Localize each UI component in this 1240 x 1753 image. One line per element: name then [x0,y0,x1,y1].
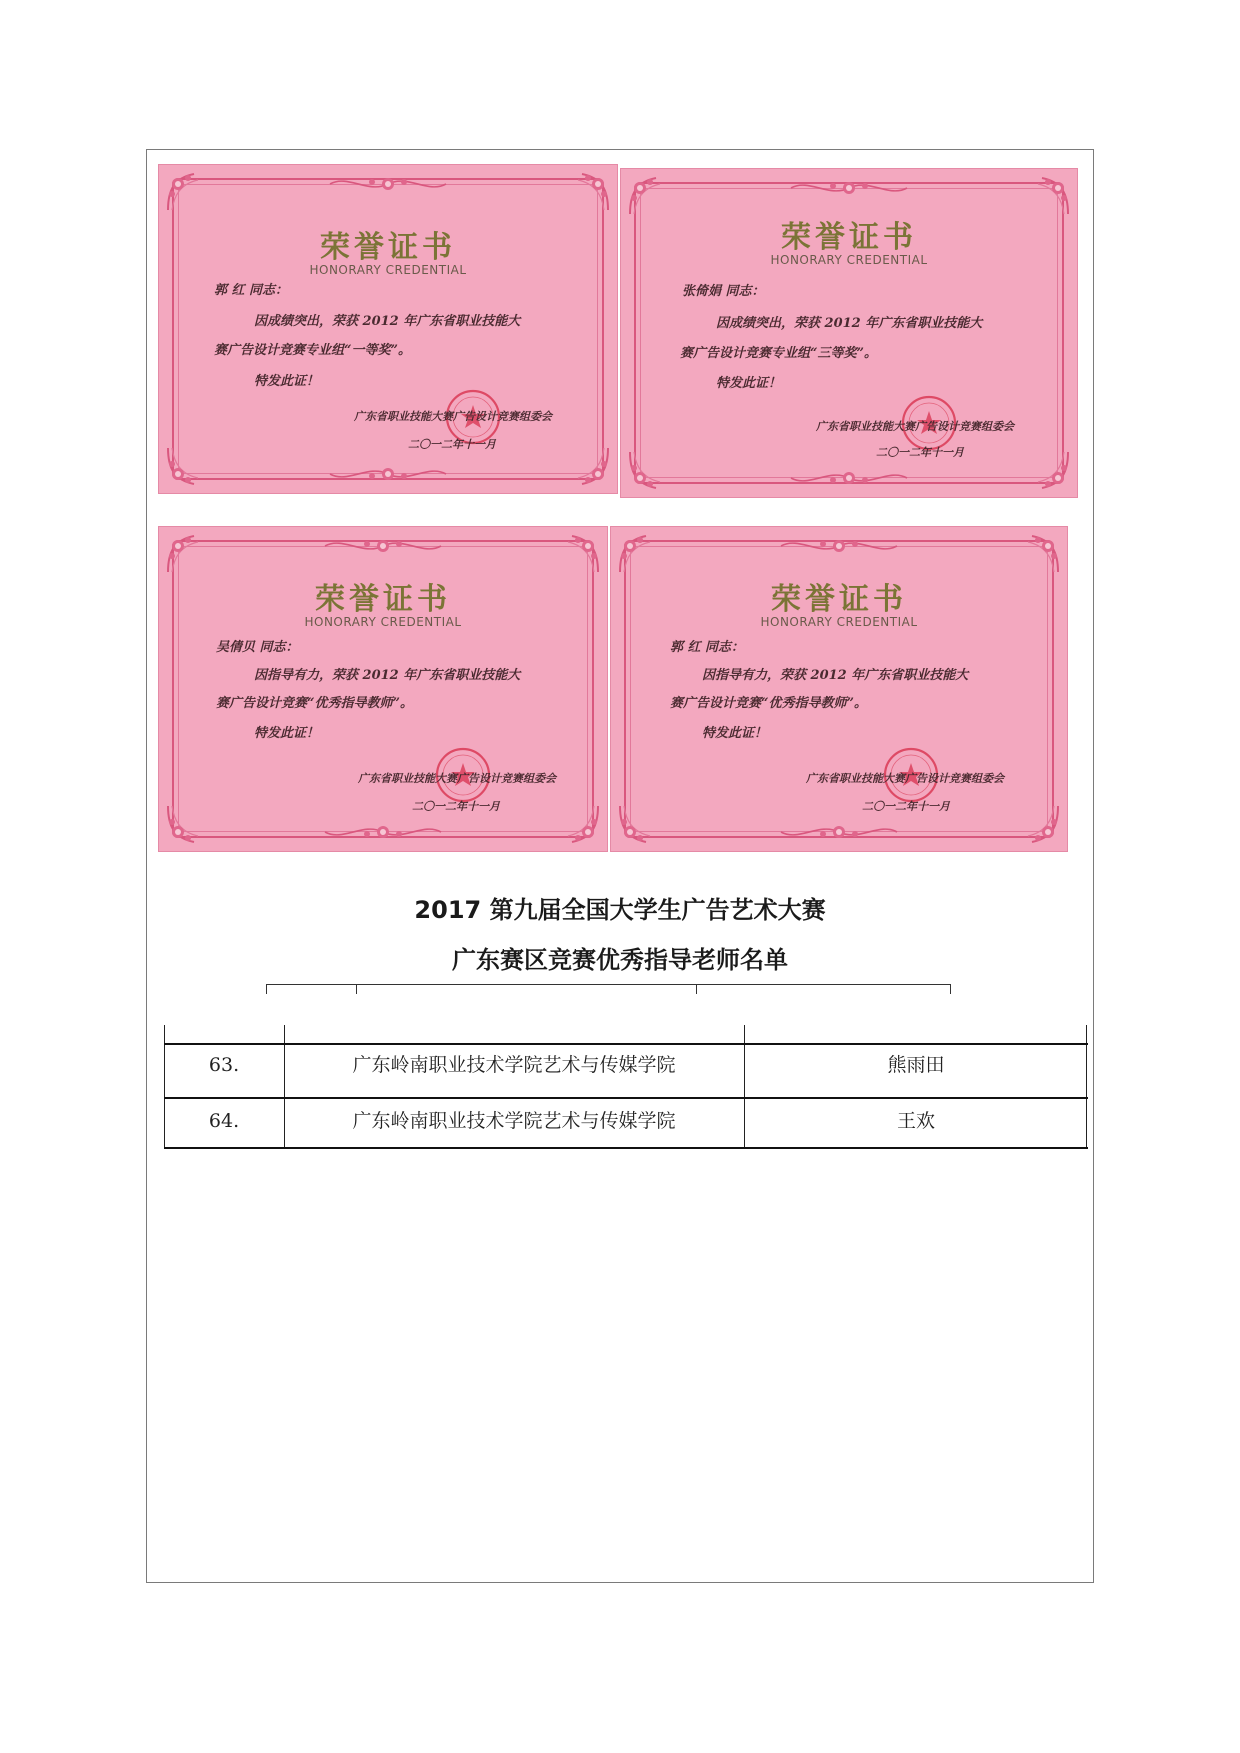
corner-ornament-icon [568,444,612,488]
flourish-ornament-icon [328,172,448,194]
teacher-table [164,1025,1088,1149]
certificate-subtitle: HONORARY CREDENTIAL [309,263,467,277]
table-grid-line [164,1147,1088,1149]
row-school: 广东岭南职业技术学院艺术与传媒学院 [352,1054,676,1076]
table-row [164,1037,1088,1093]
certificate-closing: 特发此证！ [254,374,320,389]
flourish-ornament-icon [323,534,443,556]
certificate-subtitle: HONORARY CREDENTIAL [760,615,918,629]
certificate-body-line1: 因成绩突出，荣获 2012 年广东省职业技能大 [716,316,983,331]
table-header-stub-tick [266,984,267,994]
flourish-ornament-icon [789,176,909,198]
certificate-body-line1: 因指导有力，荣获 2012 年广东省职业技能大 [702,668,969,683]
document-heading-line2: 广东赛区竞赛优秀指导老师名单 [452,946,788,974]
flourish-ornament-icon [789,468,909,490]
certificate-date: 二〇一二年十一月 [862,800,950,813]
certificate-body-line1: 因成绩突出，荣获 2012 年广东省职业技能大 [254,314,521,329]
corner-ornament-icon [1018,532,1062,576]
corner-ornament-icon [1018,802,1062,846]
certificate-body-line1: 因指导有力，荣获 2012 年广东省职业技能大 [254,668,521,683]
corner-ornament-icon [1028,448,1072,492]
certificate-1 [158,164,618,494]
certificate-date: 二〇一二年十一月 [408,438,496,451]
certificate-issuer: 广东省职业技能大赛广告设计竞赛组委会 [816,420,1014,433]
row-number: 63. [208,1054,240,1076]
certificate-title: 荣誉证书 [781,220,917,255]
certificate-4 [610,526,1068,852]
corner-ornament-icon [626,448,670,492]
table-grid-line [164,1097,1088,1099]
certificate-recipient: 郭 红 同志： [214,283,289,298]
corner-ornament-icon [568,170,612,214]
row-teacher-name: 王欢 [896,1110,935,1132]
table-header-stub-tick [950,984,951,994]
certificate-closing: 特发此证！ [254,726,320,741]
corner-ornament-icon [558,532,602,576]
certificate-subtitle: HONORARY CREDENTIAL [304,615,462,629]
certificate-closing: 特发此证！ [702,726,768,741]
certificate-closing: 特发此证！ [716,376,782,391]
certificate-issuer: 广东省职业技能大赛广告设计竞赛组委会 [358,772,556,785]
table-grid-line [164,1043,1088,1045]
corner-ornament-icon [616,802,660,846]
document-heading-line1: 2017 第九届全国大学生广告艺术大赛 [414,896,826,924]
certificate-body-line2: 赛广告设计竞赛专业组“一等奖”。 [214,343,411,358]
flourish-ornament-icon [779,822,899,844]
certificate-issuer: 广东省职业技能大赛广告设计竞赛组委会 [354,410,552,423]
certificate-recipient: 郭 红 同志： [670,640,745,655]
certificate-title: 荣誉证书 [315,582,451,617]
certificate-date: 二〇一二年十一月 [412,800,500,813]
row-school: 广东岭南职业技术学院艺术与传媒学院 [352,1110,676,1132]
certificate-3 [158,526,608,852]
flourish-ornament-icon [779,534,899,556]
certificate-body-line2: 赛广告设计竞赛“优秀指导教师”。 [670,696,867,711]
row-teacher-name: 熊雨田 [887,1054,945,1076]
table-header-stub-tick [696,984,697,994]
corner-ornament-icon [164,532,208,576]
certificate-issuer: 广东省职业技能大赛广告设计竞赛组委会 [806,772,1004,785]
certificate-body-line2: 赛广告设计竞赛专业组“三等奖”。 [680,346,877,361]
certificate-title: 荣誉证书 [320,230,456,265]
certificate-recipient: 吴倩贝 同志： [216,640,299,655]
corner-ornament-icon [164,802,208,846]
table-header-stub-line [266,984,950,985]
corner-ornament-icon [616,532,660,576]
certificate-title: 荣誉证书 [771,582,907,617]
table-row [164,1093,1088,1149]
certificate-body-line2: 赛广告设计竞赛“优秀指导教师”。 [216,696,413,711]
table-header-stub-tick [356,984,357,994]
corner-ornament-icon [558,802,602,846]
certificate-subtitle: HONORARY CREDENTIAL [770,253,928,267]
certificate-2 [620,168,1078,498]
certificate-date: 二〇一二年十一月 [876,446,964,459]
flourish-ornament-icon [323,822,443,844]
flourish-ornament-icon [328,464,448,486]
row-number: 64. [208,1110,240,1132]
corner-ornament-icon [164,444,208,488]
certificate-recipient: 张倚娟 同志： [682,284,765,299]
corner-ornament-icon [164,170,208,214]
